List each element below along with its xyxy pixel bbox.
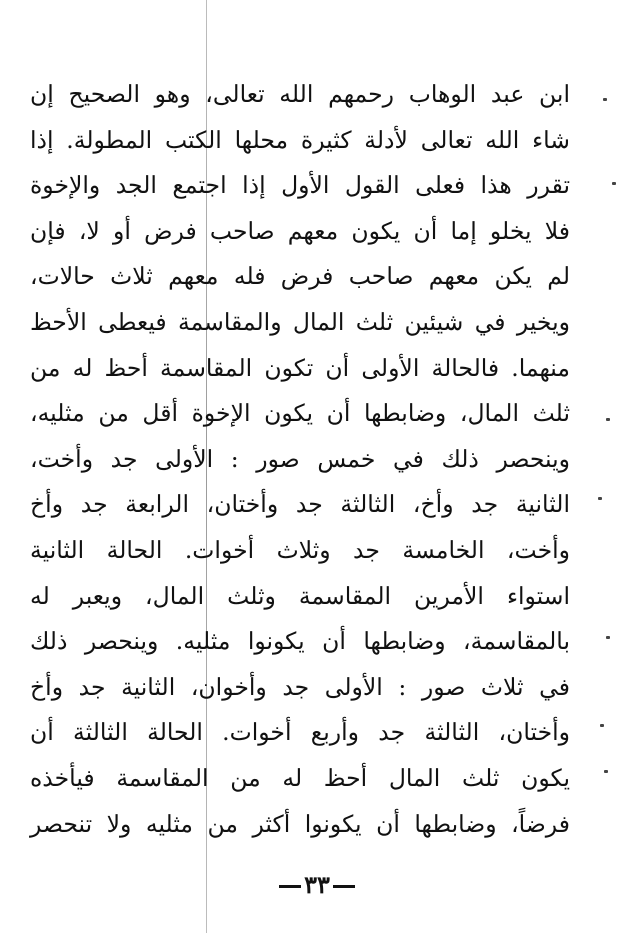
margin-mark: [612, 182, 616, 185]
text-line: بالمقاسمة، وضابطها أن يكونوا مثليه. وينحصر ذلك: [30, 627, 570, 656]
text-line: منهما. فالحالة الأولى أن تكون المقاسمة أحظ له من: [30, 353, 570, 382]
text-line: لم يكن معهم صاحب فرض فله معهم ثلاث حالات،: [30, 262, 570, 291]
text-line: وأخت، الخامسة جد وثلاث أخوات. الحالة الثانية: [30, 535, 570, 564]
text-line: ابن عبد الوهاب رحمهم الله تعالى، وهو الصحيح إن: [30, 80, 570, 108]
page-number-value: ٣٣: [304, 870, 330, 899]
text-line: في ثلاث صور : الأولى جد وأخوان، الثانية جد وأخ: [30, 672, 570, 701]
margin-mark: [606, 636, 610, 639]
dash-right: [279, 885, 301, 888]
dash-left: [333, 885, 355, 888]
body-text: [30, 72, 570, 847]
margin-mark: [603, 98, 607, 101]
page-number: [0, 860, 634, 910]
margin-mark: [606, 418, 610, 421]
text-line: فرضاً، وضابطها أن يكونوا أكثر من مثليه ولا تنحصر: [30, 809, 570, 838]
text-line: فلا يخلو إما أن يكون معهم صاحب فرض أو لا، فإن: [30, 216, 570, 245]
text-line: تقرر هذا فعلى القول الأول إذا اجتمع الجد والإخوة: [30, 171, 570, 200]
margin-mark: [598, 497, 602, 500]
text-line: وينحصر ذلك في خمس صور : الأولى جد وأخت،: [30, 444, 570, 473]
text-line: استواء الأمرين المقاسمة وثلث المال، ويعبر له: [30, 581, 570, 610]
margin-mark: [600, 724, 604, 727]
text-line: يكون ثلث المال أحظ له من المقاسمة فيأخذه: [30, 763, 570, 792]
text-line: وأختان، الثالثة جد وأربع أخوات. الحالة الثالثة أن: [30, 718, 570, 747]
margin-mark: [604, 770, 608, 773]
text-line: شاء الله تعالى لأدلة كثيرة محلها الكتب المطولة. إذا: [30, 125, 570, 154]
text-line: الثانية جد وأخ، الثالثة جد وأختان، الرابعة جد وأخ: [30, 490, 570, 519]
text-line: ثلث المال، وضابطها أن يكون الإخوة أقل من مثليه،: [30, 399, 570, 428]
text-line: ويخير في شيئين ثلث المال والمقاسمة فيعطى الأحظ: [30, 307, 570, 336]
